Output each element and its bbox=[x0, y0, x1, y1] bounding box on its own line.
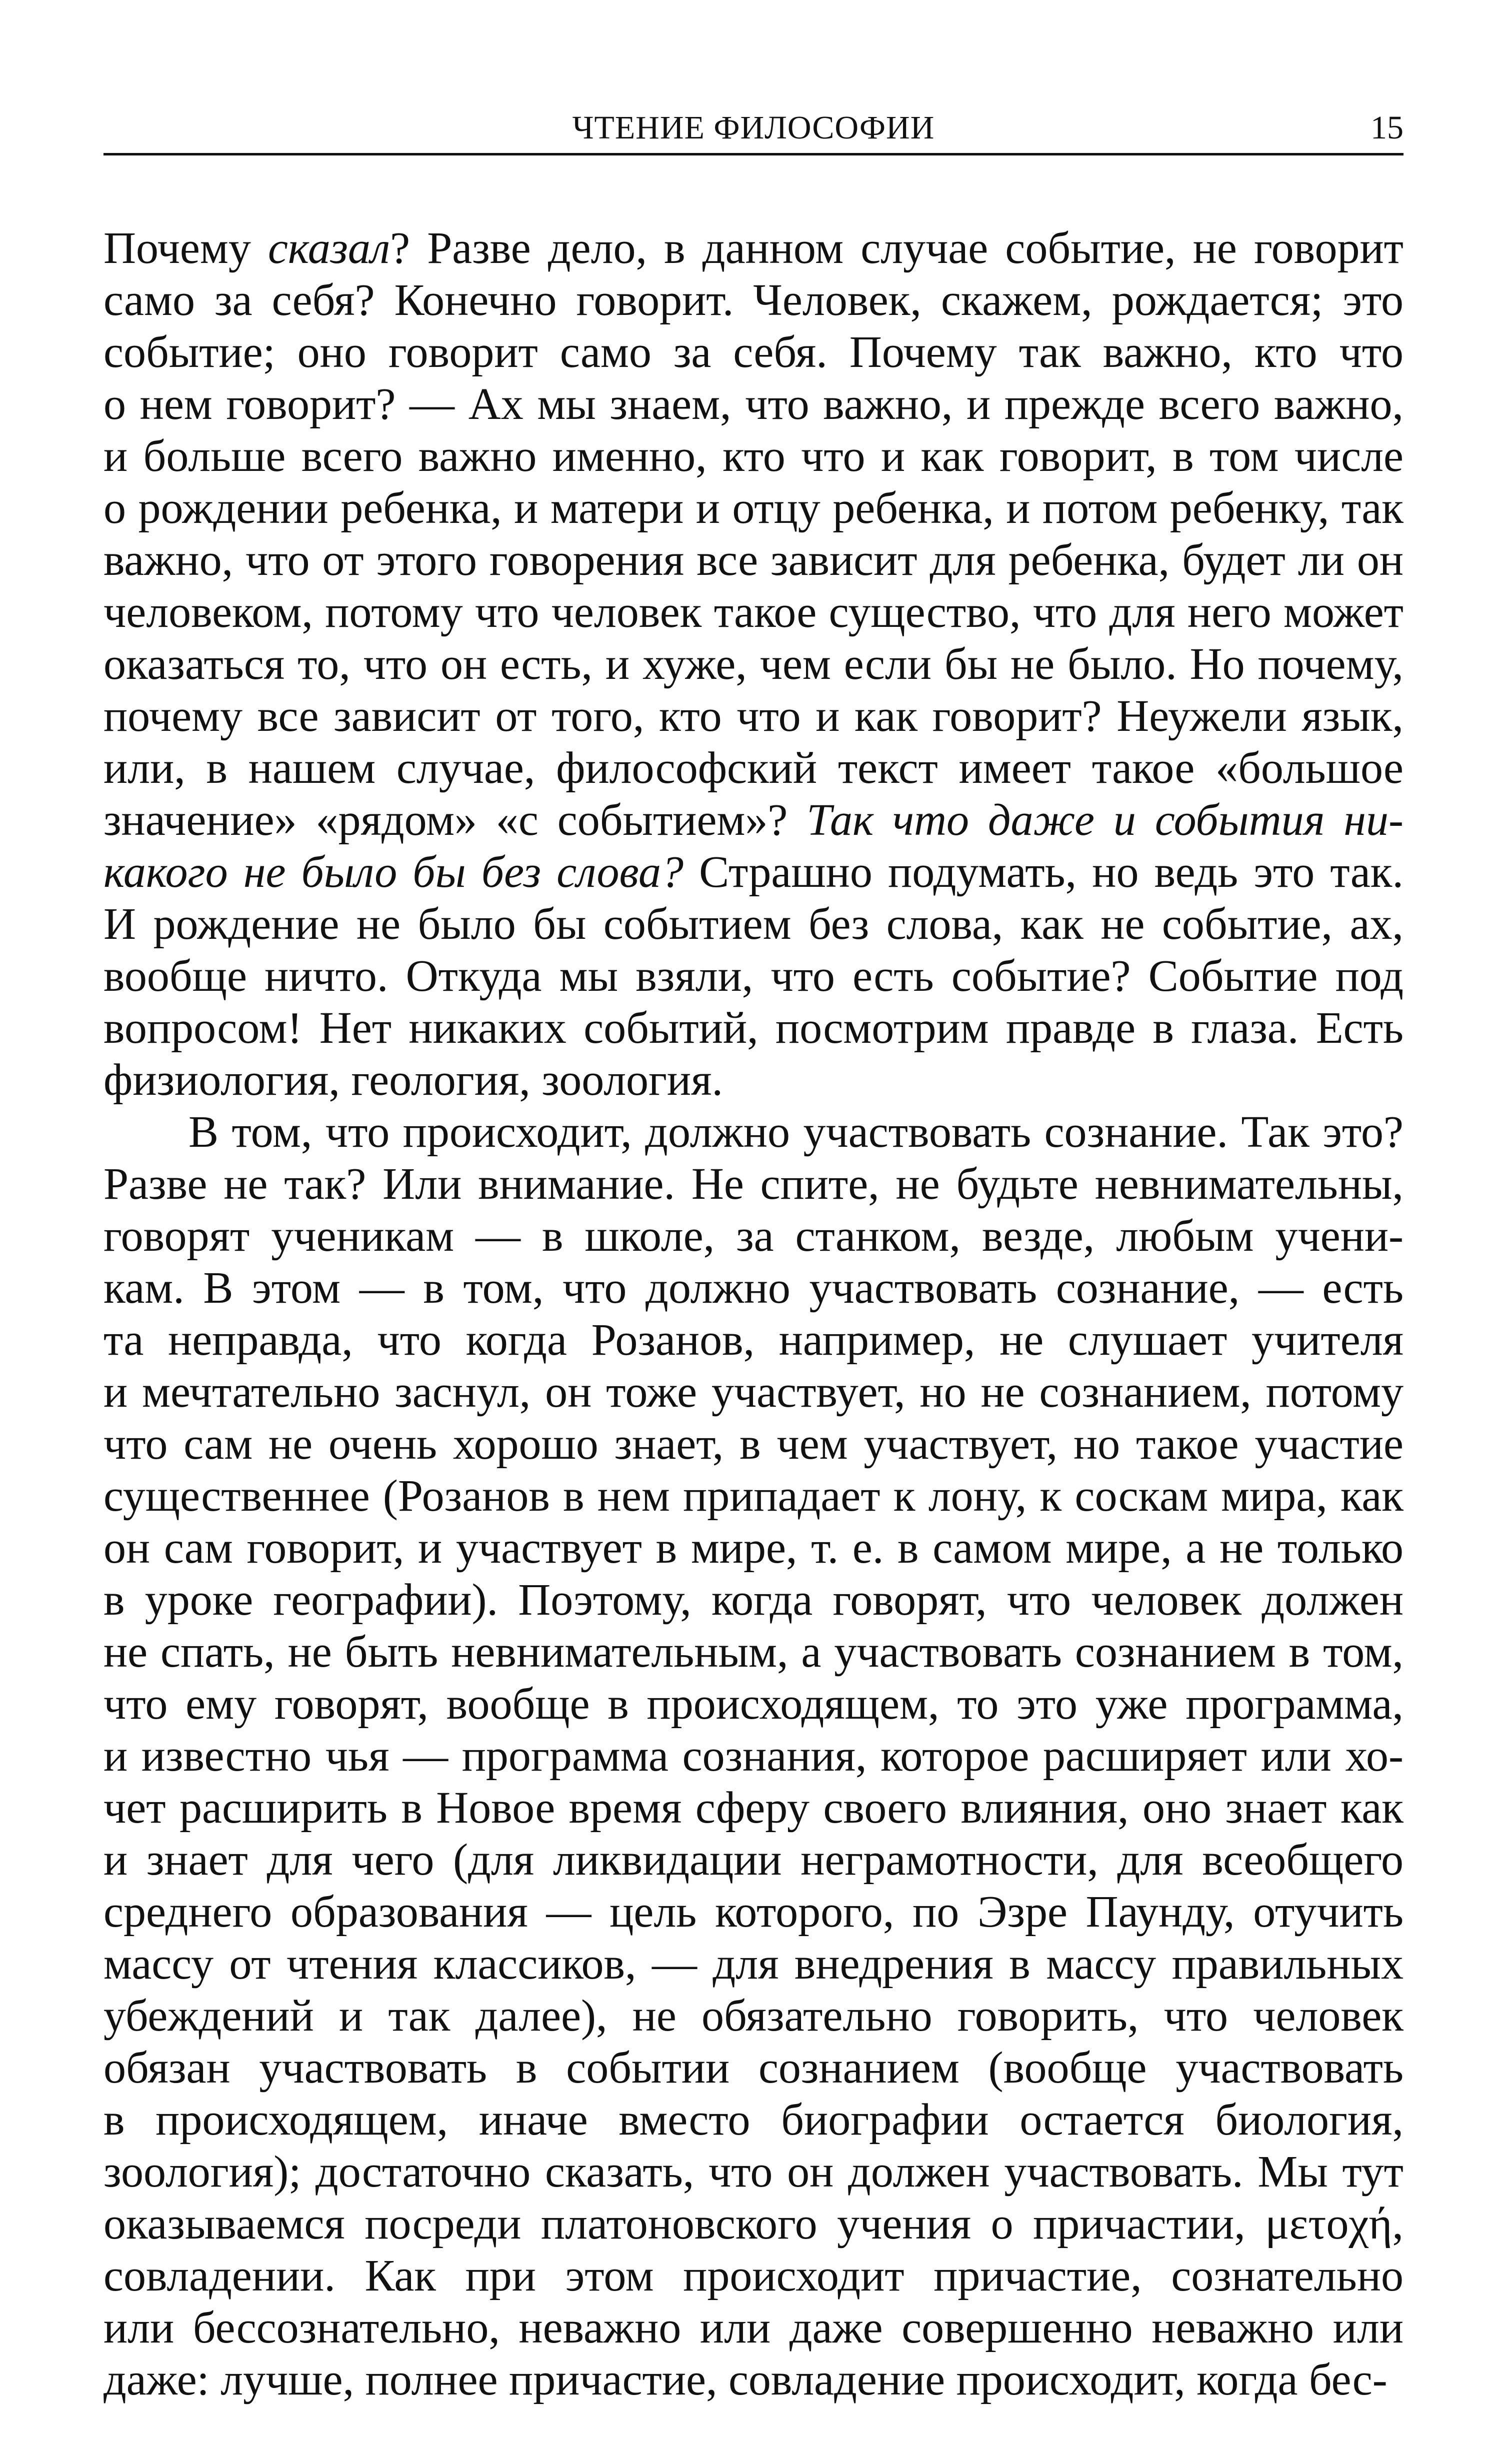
text-segment: и знает для чего (для ликвидации неграмотности, для всеобщего bbox=[104, 1835, 1404, 1885]
text-segment: обязан участвовать в событии сознанием (вообще участвовать bbox=[104, 2043, 1404, 2093]
text-segment: Разве не так? Или внимание. Не спите, не будьте невнимательны, bbox=[104, 1159, 1404, 1209]
running-title: ЧТЕНИЕ ФИЛОСОФИИ bbox=[572, 109, 935, 146]
text-line bbox=[104, 2250, 1404, 2302]
text-line bbox=[104, 1314, 1404, 1366]
text-segment: существеннее (Розанов в нем припадает к лону, к соскам мира, как bbox=[104, 1471, 1404, 1521]
text-line bbox=[104, 690, 1404, 742]
text-segment: само за себя? Конечно говорит. Человек, скажем, рождается; это bbox=[104, 275, 1404, 325]
text-segment: оказываемся посреди платоновского учения о причастии, μετοχή, bbox=[104, 2199, 1404, 2249]
text-segment: вопросом! Нет никаких событий, посмотрим правде в глаза. Есть bbox=[104, 1003, 1404, 1053]
text-segment: или, в нашем случае, философский текст имеет такое «большое bbox=[104, 743, 1404, 793]
text-line bbox=[104, 326, 1404, 378]
page-number: 15 bbox=[1370, 109, 1404, 146]
text-line bbox=[104, 1990, 1404, 2042]
text-segment: оказаться то, что он есть, и хуже, чем если бы не было. Но почему, bbox=[104, 639, 1404, 689]
text-segment: совладении. Как при этом происходит причастие, сознательно bbox=[104, 2251, 1404, 2301]
text-line bbox=[104, 1054, 1404, 1106]
text-segment: вообще ничто. Откуда мы взяли, что есть событие? Событие под bbox=[104, 951, 1404, 1001]
text-segment: о нем говорит? — Ах мы знаем, что важно, и прежде всего важно, bbox=[104, 379, 1404, 429]
text-segment: убеждений и так далее), не обязательно говорить, что человек bbox=[104, 1991, 1404, 2041]
text-segment: и известно чья — программа сознания, которое расширяет или хо- bbox=[104, 1731, 1404, 1781]
text-line bbox=[104, 1626, 1404, 1678]
text-segment: В том, что происходит, должно участвовать сознание. Так это? bbox=[188, 1107, 1404, 1157]
text-line bbox=[104, 2302, 1404, 2354]
text-segment: и больше всего важно именно, кто что и как говорит, в том числе bbox=[104, 431, 1404, 481]
text-segment: в уроке географии). Поэтому, когда говорят, что человек должен bbox=[104, 1575, 1404, 1625]
text-segment: массу от чтения классиков, — для внедрения в массу правильных bbox=[104, 1939, 1404, 1989]
text-segment: та неправда, что когда Розанов, например, не слушает учителя bbox=[104, 1315, 1404, 1365]
text-line bbox=[104, 794, 1404, 846]
text-segment: и мечтательно заснул, он тоже участвует, но не сознанием, потому bbox=[104, 1367, 1404, 1417]
text-segment: даже: лучше, полнее причастие, совладение происходит, когда бес- bbox=[104, 2355, 1388, 2405]
text-segment: что ему говорят, вообще в происходящем, то это уже программа, bbox=[104, 1679, 1404, 1729]
text-line bbox=[104, 1574, 1404, 1626]
text-line bbox=[104, 2094, 1404, 2146]
text-line bbox=[104, 378, 1404, 430]
text-segment: чет расширить в Новое время сферу своего влияния, оно знает как bbox=[104, 1783, 1404, 1833]
text-line bbox=[104, 1158, 1404, 1210]
text-segment: почему все зависит от того, кто что и как говорит? Неужели язык, bbox=[104, 691, 1404, 741]
text-segment: не спать, не быть невнимательным, а участвовать сознанием в том, bbox=[104, 1627, 1404, 1677]
text-line bbox=[104, 586, 1404, 638]
text-line bbox=[104, 1418, 1404, 1470]
text-line bbox=[104, 2146, 1404, 2198]
italic-text: Так что даже и события ни- bbox=[806, 795, 1404, 845]
italic-text: сказал bbox=[268, 223, 390, 273]
text-line bbox=[104, 430, 1404, 482]
text-line bbox=[104, 534, 1404, 586]
text-line bbox=[104, 1002, 1404, 1054]
text-line bbox=[104, 274, 1404, 326]
text-line bbox=[104, 1366, 1404, 1418]
text-line bbox=[104, 2354, 1404, 2406]
text-segment: Почему bbox=[104, 223, 268, 273]
body-text bbox=[104, 222, 1404, 2406]
text-line bbox=[104, 1886, 1404, 1938]
text-segment: о рождении ребенка, и матери и отцу ребенка, и потом ребенку, так bbox=[104, 483, 1404, 533]
text-segment: И рождение не было бы событием без слова, как не событие, ах, bbox=[104, 899, 1404, 949]
text-line bbox=[104, 2042, 1404, 2094]
text-line bbox=[104, 1730, 1404, 1782]
text-segment: ? Разве дело, в данном случае событие, не говорит bbox=[390, 223, 1404, 273]
text-segment: Страшно подумать, но ведь это так. bbox=[683, 847, 1404, 897]
text-segment: что сам не очень хорошо знает, в чем участвует, но такое участие bbox=[104, 1419, 1404, 1469]
text-segment: значение» «рядом» «с событием»? bbox=[104, 795, 807, 845]
text-line bbox=[104, 950, 1404, 1002]
text-segment: событие; оно говорит само за себя. Почему так важно, кто что bbox=[104, 327, 1404, 377]
text-segment: он сам говорит, и участвует в мире, т. е. в самом мире, а не только bbox=[104, 1523, 1404, 1573]
text-segment: или бессознательно, неважно или даже совершенно неважно или bbox=[104, 2303, 1404, 2353]
text-line bbox=[104, 1834, 1404, 1886]
text-line bbox=[104, 1938, 1404, 1990]
text-line bbox=[104, 1782, 1404, 1834]
text-line bbox=[104, 1522, 1404, 1574]
text-line bbox=[104, 1106, 1404, 1158]
text-line bbox=[104, 222, 1404, 274]
italic-text: какого не было бы без слова? bbox=[104, 847, 684, 897]
text-line bbox=[104, 1678, 1404, 1730]
text-segment: физиология, геология, зоология. bbox=[104, 1055, 723, 1105]
text-segment: кам. В этом — в том, что должно участвовать сознание, — есть bbox=[104, 1263, 1404, 1313]
text-line bbox=[104, 482, 1404, 534]
text-segment: зоология); достаточно сказать, что он должен участвовать. Мы тут bbox=[104, 2147, 1404, 2197]
text-line bbox=[104, 742, 1404, 794]
text-line bbox=[104, 1470, 1404, 1522]
text-segment: человеком, потому что человек такое существо, что для него может bbox=[104, 587, 1404, 637]
text-segment: говорят ученикам — в школе, за станком, везде, любым учени- bbox=[104, 1211, 1404, 1261]
text-line bbox=[104, 898, 1404, 950]
text-line bbox=[104, 638, 1404, 690]
text-segment: важно, что от этого говорения все зависит для ребенка, будет ли он bbox=[104, 535, 1404, 585]
text-segment: среднего образования — цель которого, по Эзре Паунду, отучить bbox=[104, 1887, 1404, 1937]
text-line bbox=[104, 846, 1404, 898]
text-line bbox=[104, 2198, 1404, 2250]
running-header bbox=[104, 98, 1404, 155]
text-segment: в происходящем, иначе вместо биографии остается биология, bbox=[104, 2095, 1404, 2145]
text-line bbox=[104, 1210, 1404, 1262]
text-line bbox=[104, 1262, 1404, 1314]
